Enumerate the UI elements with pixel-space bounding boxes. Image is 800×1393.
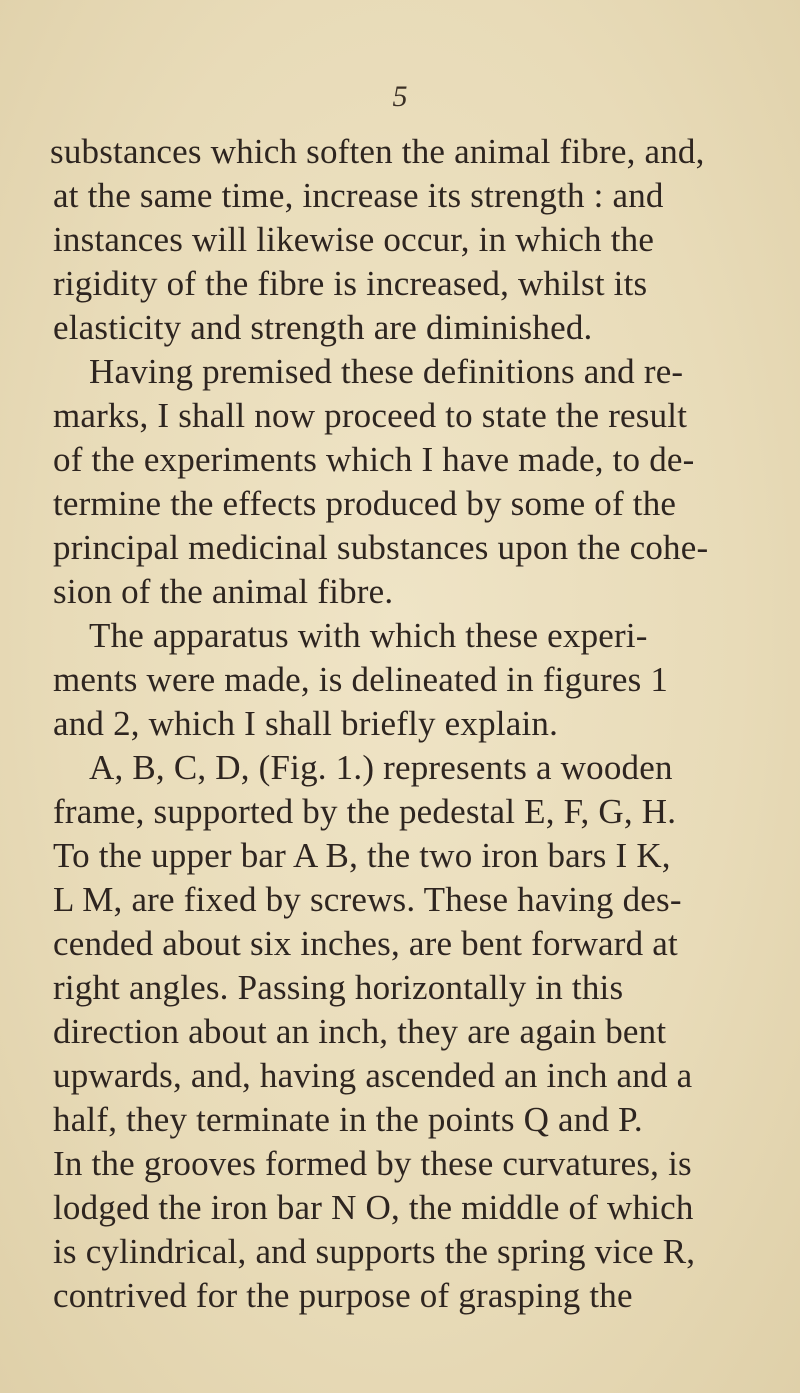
text-line: direction about an inch, they are again bent bbox=[53, 1012, 667, 1051]
page-number: 5 bbox=[392, 80, 408, 113]
text-line: termine the effects produced by some of the bbox=[53, 484, 677, 523]
text-line: and 2, which I shall briefly explain. bbox=[53, 704, 559, 743]
text-line: frame, supported by the pedestal E, F, G, H. bbox=[53, 792, 677, 831]
text-line: at the same time, increase its strength : and bbox=[53, 176, 664, 215]
text-line: rigidity of the fibre is increased, whilst its bbox=[53, 264, 648, 303]
text-line: lodged the iron bar N O, the middle of which bbox=[53, 1188, 694, 1227]
text-line: is cylindrical, and supports the spring vice R, bbox=[53, 1232, 696, 1271]
text-line: L M, are fixed by screws. These having des- bbox=[53, 880, 682, 919]
text-line: upwards, and, having ascended an inch and a bbox=[53, 1056, 693, 1095]
text-line: of the experiments which I have made, to de- bbox=[53, 440, 695, 479]
text-line: marks, I shall now proceed to state the result bbox=[53, 396, 688, 435]
text-line: In the grooves formed by these curvatures, is bbox=[53, 1144, 692, 1183]
text-line: cended about six inches, are bent forward at bbox=[53, 924, 678, 963]
text-line: half, they terminate in the points Q and P. bbox=[53, 1100, 643, 1139]
text-line: instances will likewise occur, in which the bbox=[53, 220, 655, 259]
text-line: substances which soften the animal fibre, and, bbox=[50, 132, 705, 171]
text-line: The apparatus with which these experi- bbox=[89, 616, 648, 655]
text-line: sion of the animal fibre. bbox=[53, 572, 394, 611]
text-line: principal medicinal substances upon the cohe- bbox=[53, 528, 709, 567]
text-line: ments were made, is delineated in figures 1 bbox=[53, 660, 669, 699]
text-line: A, B, C, D, (Fig. 1.) represents a wooden bbox=[89, 748, 673, 787]
text-line: Having premised these definitions and re- bbox=[89, 352, 684, 391]
text-line: contrived for the purpose of grasping the bbox=[53, 1276, 633, 1315]
text-line: To the upper bar A B, the two iron bars I K, bbox=[53, 836, 671, 875]
text-line: elasticity and strength are diminished. bbox=[53, 308, 593, 347]
text-line: right angles. Passing horizontally in this bbox=[53, 968, 624, 1007]
